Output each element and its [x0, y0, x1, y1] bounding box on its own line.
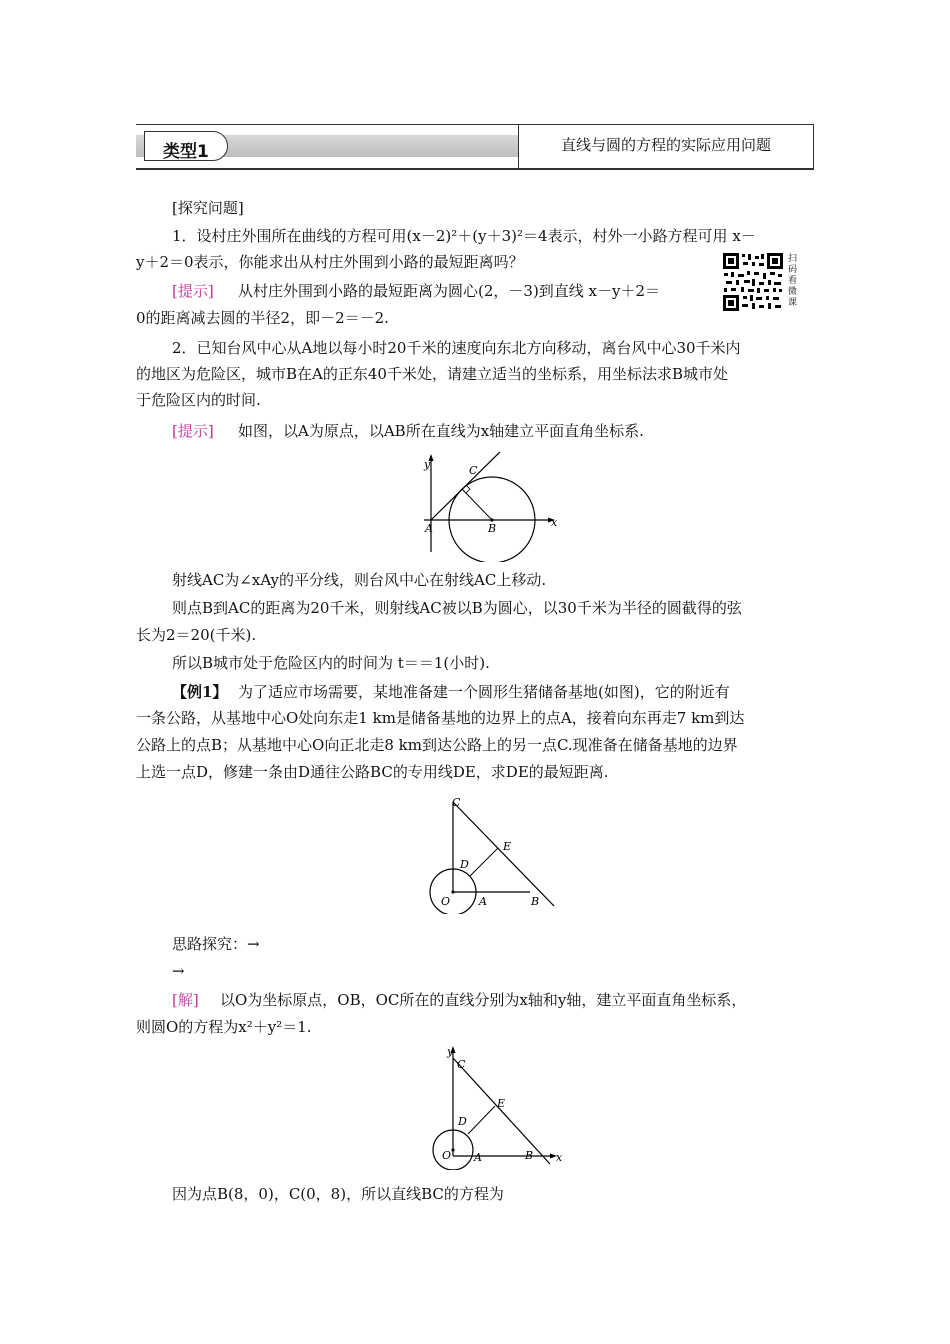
header-tag: 类型1 [163, 142, 209, 162]
q2-line2: 的地区为危险区，城市B在A的正东40千米处，请建立适当的坐标系，用坐标法求B城市处 [136, 365, 728, 383]
fig1-right-angle [466, 485, 470, 493]
solution-line1: 以O为坐标原点，OB，OC所在的直线分别为x轴和y轴，建立平面直角坐标系， [220, 991, 747, 1009]
fig2-label-o: O [441, 895, 451, 908]
solution-line2: 则圆O的方程为x²＋y²＝1. [136, 1018, 312, 1036]
fig1-label-x: x [551, 516, 558, 529]
q2-hint-label: [提示] [172, 422, 214, 440]
header-divider [518, 125, 519, 170]
q1-hint-line2: 0的距离减去圆的半径2，即－2＝－2. [136, 309, 389, 327]
final-line: 因为点B(8，0)，C(0，8)，所以直线BC的方程为 [172, 1185, 504, 1203]
fig3-center-dot [451, 1148, 454, 1151]
q2-line1: 2．已知台风中心从A地以每小时20千米的速度向东北方向移动，离台风中心30千米内 [172, 339, 741, 357]
fig2-label-e: E [503, 840, 512, 853]
header-title: 直线与圆的方程的实际应用问题 [560, 136, 771, 154]
fig2-segment-de [470, 848, 498, 876]
fig3-label-a: A [474, 1151, 482, 1164]
fig3-label-c: C [457, 1058, 466, 1071]
q1-hint-line1: 从村庄外围到小路的最短距离为圆心(2，－3)到直线 x－y＋2＝ [238, 282, 661, 300]
solution-label: [解] [172, 991, 199, 1009]
fig2-label-c: C [452, 796, 461, 809]
header-rule [136, 168, 813, 169]
example-line4: 上选一点D，修建一条由D通往公路BC的专用线DE，求DE的最短距离. [136, 763, 609, 781]
figure-coordinate-setup [430, 1044, 570, 1170]
q1-hint-label: [提示] [172, 282, 214, 300]
fig1-label-c: C [469, 464, 478, 477]
fig2-road-bc [453, 802, 554, 906]
fig1-label-y: y [424, 458, 431, 471]
q2-line3: 于危险区内的时间. [136, 391, 261, 409]
fig1-label-b: B [488, 522, 497, 535]
fig1-perpendicular [462, 489, 492, 520]
after1-line4: 所以B城市处于危险区内的时间为 t＝＝1(小时). [172, 654, 490, 672]
fig1-label-a: A [425, 522, 433, 535]
idea-line1: 思路探究：→ [172, 935, 260, 953]
fig3-label-b: B [525, 1149, 534, 1162]
after1-line3: 长为2＝20(千米). [136, 626, 257, 644]
q1-line1: 1．设村庄外围所在曲线的方程可用(x－2)²＋(y＋3)²＝4表示，村外一小路方程可用 x－ [172, 227, 756, 245]
fig2-center-dot [451, 890, 454, 893]
fig3-label-y: y [447, 1045, 454, 1058]
fig2-label-a: A [479, 895, 487, 908]
qr-caption: 扫码看微课 [788, 254, 798, 308]
fig1-ray-ac [431, 452, 508, 520]
after1-line2: 则点B到AC的距离为20千米，则射线AC被以B为圆心，以30千米为半径的圆截得的弦 [172, 599, 742, 617]
header-tag-box [144, 131, 228, 161]
example-line3: 公路上的点B；从基地中心O向正北走8 km到达公路上的另一点C.现准备在储备基地的边界 [136, 736, 738, 754]
fig3-label-e: E [497, 1097, 506, 1110]
fig2-label-d: D [460, 858, 469, 871]
fig3-label-d: D [458, 1115, 467, 1128]
explore-heading: [探究问题] [172, 199, 244, 217]
fig3-segment-de [468, 1106, 495, 1134]
example-label: 【例1】 [172, 683, 228, 701]
qr-code-icon[interactable] [722, 252, 784, 312]
fig3-label-x: x [556, 1151, 563, 1164]
fig3-road-bc [453, 1058, 550, 1164]
q2-hint-text: 如图，以A为原点，以AB所在直线为x轴建立平面直角坐标系. [238, 422, 644, 440]
example-line1: 为了适应市场需要，某地准备建一个圆形生猪储备基地(如图)，它的附近有 [238, 683, 730, 701]
fig3-label-o: O [442, 1149, 452, 1162]
example-line2: 一条公路，从基地中心O处向东走1 km是储备基地的边界上的点A，接着向东再走7 km到达 [136, 709, 745, 727]
fig2-label-b: B [531, 895, 540, 908]
section-header [136, 124, 814, 170]
q1-line2: y＋2＝0表示，你能求出从村庄外围到小路的最短距离吗？ [136, 253, 524, 271]
figure-base-road [422, 794, 562, 914]
after1-line1: 射线AC为∠xAy的平分线，则台风中心在射线AC上移动. [172, 571, 547, 589]
idea-line2: → [172, 962, 185, 980]
figure-typhoon [420, 452, 570, 562]
